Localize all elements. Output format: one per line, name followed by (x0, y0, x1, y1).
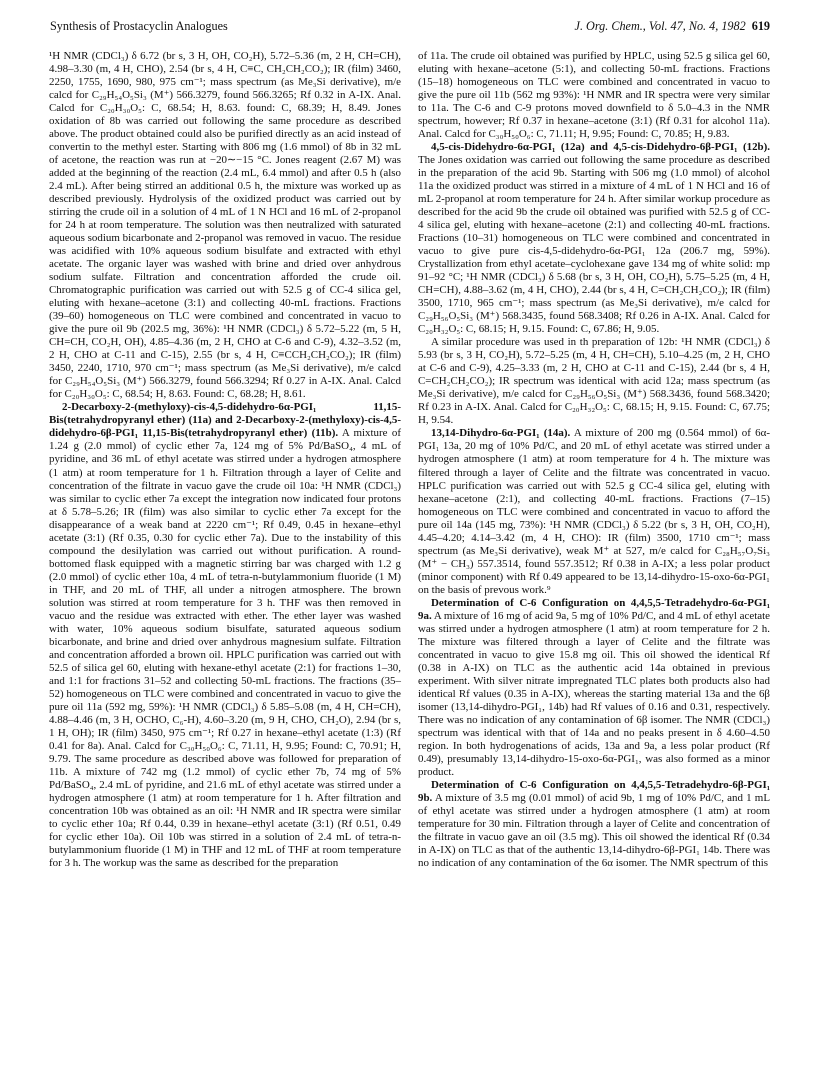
paragraph-1: ¹H NMR (CDCl₃) δ 6.72 (br s, 3 H, OH, CO₂H), 5.72–5.36 (m, 2 H, CH=CH), 4.98–3.30 (m, 4 H, CHO), 2.54 (br s, 4 H, C≡C, CH₂CH₂CO₂); IR (film) 3460, 2250, 1755, 1690, 980, 975 cm⁻¹; mass spectrum (as Me₃Si derivative), m/e calcd for C₂₉H₅₄O₅Si₃ (M⁺) 566.3279, found 566.3265; Rf 0.32 in A-IX. Anal. Calcd for C₂₀H₃₀O₅: C, 68.54; H, 8.63. found: C, 68.39; H, 8.49. Jones oxidation of 8b was carried out following the same procedure as described above. The product obtained could also be purified directly as an acid instead of convertin to the methyl ester. Starting with 806 mg (1.6 mmol) of 8b in 32 mL of acetone, the reaction was run at −20∼−15 °C. Jones reagent (2.67 M) was added at the beginning of the reaction (2.4 mL, 6.4 mmol) and after 0.5 h (also 2.4 mL). After being stirred an additional 0.5 h, the mixture was worked up as described previously. Hydrolysis of the oxidized product was carried out by stirring the crude oil in a solution of 4 mL of 1 N HCl and 16 mL of 2-propanol for 24 h at room temperature. The solution was then neutralized with saturated aqueous sodium bicarbonate and 2-propanol was removed in vacuo. The residue was acidified with 10% aqueous sodium bisulfate and extracted with ethyl acetate. The organic layer was washed with brine and dried over anhydrous sodium sulfate. Filtration and concentration afforded the crude oil. Chromatographic purification was carried out with 52.5 g of CC-4 silica gel, eluting with hexane–acetone (3:1) and collecting 40-mL fractions. Fractions (39–60) homogeneous on TLC were combined and concentrated in vacuo to give the pure oil 9b (202.5 mg, 36%): ¹H NMR (CDCl₃) δ 5.72–5.22 (m, 5 H, CH=CH, CO₂H, OH), 4.85–4.36 (m, 2 H, CHO at C-6 and C-9), 4.32–3.52 (m, 2 H, CHO at C-11 and C-15), 2.55 (br s, 4 H, C≡CCH₂CH₂CO₂); IR (film) 3450, 2240, 1710, 970 cm⁻¹; mass spectrum (as Me₃Si derivative), m/e calcd for C₂₉H₅₄O₅Si₃ (M⁺) 566.3279, found 566.3294; Rf 0.27 in A-IX. Anal. Calcd for C₂₀H₃₀O₅: C, 68.54; H, 8.63. Found: C, 68.28; H, 8.61. (49, 50, 401, 401)
journal-name: J. Org. Chem., Vol. 47, No. 4, 1982 (574, 19, 746, 33)
left-column (49, 50, 401, 870)
section-heading-11a-11b: 2-Decarboxy-2-(methyloxy)-cis-4,5-didehydro-6α-PGI₁ 11,15-Bis(tetrahydropyranyl ether) (11a) and 2-Decarboxy-2-(methyloxy)-cis-4,5-didehydro-6β-PGI₁ 11,15-Bis(tetrahydropyranyl ether) (11b). (49, 401, 401, 440)
section-body-c6-9b: A mixture of 3.5 mg (0.01 mmol) of acid 9b, 1 mg of 10% Pd/C, and 1 mL of ethyl acetate was stirred under a hydrogen atmosphere (1 atm) at room temperature for 30 min. Filtration through a layer of Celite and concentration of the filtrate in vacuo gave an oil (3.5 mg). This oil showed the identical Rf (0.34 in A-IX) on TLC as that of the authentic 13,14-dihydro-6β-PGI₁ 14b. There was no indication of any contamination of the 6α isomer. The NMR spectrum of this (418, 791, 770, 869)
section-heading-12a-12b: 4,5-cis-Didehydro-6α-PGI₁ (12a) and 4,5-cis-Didehydro-6β-PGI₁ (12b). (431, 141, 770, 154)
paragraph-14a (418, 427, 770, 596)
section-heading-14a: 13,14-Dihydro-6α-PGI₁ (14a). (431, 427, 571, 440)
page-number: 619 (751, 19, 770, 33)
paragraph-c6-9a (418, 597, 770, 779)
section-heading-c6-9a: Determination of C-6 Configuration on 4,4,5,5-Tetradehydro-6α-PGI₁ 9a. (418, 596, 770, 622)
section-body-12a-12b: The Jones oxidation was carried out following the same procedure as described in the preparation of the acid 9b. Starting with 506 mg (1.0 mmol) of alcohol 11a the oxidized product was stirred in a mixture of 4 mL of 1 N HCl and 16 of mL 2-propanol at room temperature for 24 h. After similar workup procedure as described for the acid 9b the crude oil obtained was purified with 52.5 g of CC-4 silica gel, eluting with hexane–acetone (2:1) and collecting 40-mL fractions. Fractions (10–31) homogeneous on TLC were combined and concentrated in vacuo to give pure cis-4,5-didehydro-6α-PGI₁ 12a (206.7 mg, 59%). Crystallization from ethyl acetate–cyclohexane gave 134 mg of white solid: mp 91–92 °C; ¹H NMR (CDCl₃) δ 5.68 (br s, 3 H, OH, CO₂H), 5.75–5.25 (m, 4 H, CH=CH), 4.88–3.62 (m, 4 H, CHO), 2.44 (br s, 4 H, C=CH₂CH₂CO₂); IR (film) 3500, 1710, 965 cm⁻¹; mass spectrum (as Me₃Si derivative), m/e calcd for C₂₉H₅₆O₅Si₃ (M⁺) 568.3435, found 568.3408; Rf 0.26 in A-IX. Anal. Calcd for C₂₀H₃₂O₅: C, 68.15; H, 9.15. Found: C, 67.86; H, 9.05. (418, 154, 770, 336)
paragraph-11a-11b (49, 401, 401, 870)
section-body-c6-9a: A mixture of 16 mg of acid 9a, 5 mg of 10% Pd/C, and 4 mL of ethyl acetate was stirred under a hydrogen atmosphere (1 atm) at room temperature for 2 h. The mixture was filtered through a layer of Celite and the filtrate was concentrated in vacuo to give 15.8 mg oil. This oil showed the identical Rf (0.38 in A-IX) on TLC as the authentic acid 14a obtained in previous experiment. With silver nitrate impregnated TLC plates both products also had identical Rf values (0.35 in A-IX), whereas the starting material 13a and the 6β isomer (13,14-dihydro-PGI₁, 14b) had Rf values of 0.16 and 0.31, respectively. There was no indication of any contamination of 6β isomer. The NMR (CDCl₃) spectrum was identical with that of 14a and no peaks present in δ 4.60–4.50 region. In both hydrogenations of acids, 13a and 9a, a less polar product (Rf 0.49), presumably 13,14-dihydro-15-oxo-6α-PGI₁, was also formed as a minor product. (418, 609, 770, 778)
paragraph-12a-12b (418, 141, 770, 336)
section-body-11a-11b: A mixture of 1.24 g (2.0 mmol) of cyclic ether 7a, 124 mg of 5% Pd/BaSO₄, 4 mL of pyridine, and 36 mL of ethyl acetate was stirred under a hydrogen atmosphere (1 atm) at room temperature for 1 h. Filtration through a layer of Celite and concentration of the filtrate in vacuo gave the crude oil 10a: ¹H NMR (CDCl₃) was similar to cyclic ether 7a except the integration now indicated four protons at δ 5.78–5.26; IR (film) was also similar to cyclic ether 7a except for the disappearance of a weak band at 2220 cm⁻¹; Rf 0.49, 0.45 in hexane–ethyl acetate (3:1) (Rf 0.35, 0.30 for cyclic ether 7a). Due to the instability of this compound the desilylation was carried out without purification. A round-bottomed flask equipped with a magnetic stirring bar was charged with 1.2 g (2.0 mmol) of cyclic ether 10a, 4 mL of tetra-n-butylammonium fluoride (1 M) in THF, and 20 mL of THF, all under a nitrogen atmosphere. The brown solution was stirred at room temperature for 3 h. THF was then removed in vacuo and the residue was extracted with ether. The ether layer was washed with water, 10% aqueous sodium bisulfate, saturated aqueous sodium bicarbonate, and brine and dried over anhydrous magnesium sulfate. Filtration and concentration afforded a brown oil. HPLC purification was carried out with 52.5 of silica gel 60, eluting with hexane-ethyl acetate (2:1) for fractions 1–30, and 1:1 for fractions 31–52 and collecting 50-mL fractions. The fractions (35–52) homogeneous on TLC were combined and concentrated in vacuo to give the pure oil 11a (592 mg, 59%): ¹H NMR (CDCl₃) δ 5.85–5.08 (m, 4 H, CH=CH), 4.88–4.46 (m, 3 H, OCHO, C₆-H), 4.60–3.20 (m, 9 H, CHO, CH₂O), 2.94 (br s, 1 H, OH); IR (film) 3450, 975 cm⁻¹; Rf 0.27 in hexane–ethyl acetate (1:3) (Rf 0.41 for 8a). Anal. Calcd for C₃₀H₅₀O₆: C, 71.11, H, 9.95; Found: C, 70.91; H, 9.79. The same procedure as described above was followed for preparation of 11b. A mixture of 742 mg (1.2 mmol) of cyclic ether 7b, 74 mg of 5% Pd/BaSO₄, 2.4 mL of pyridine, and 21.6 mL of ethyl acetate was stirred under a hydrogen atmosphere (1 atm) at room temperature for 1 h. After filtration and concentration 10b was obtained as an oil: ¹H NMR and IR spectra were similar to cyclic ether 10a; Rf 0.44, 0.39 in hexane–ethyl acetate (3:1) (Rf 0.51, 0.49 for cyclic ether 10a). Oil 10b was stirred in a solution of 2.4 mL of tetra-n-butylammonium fluoride (1 M) in THF and 12 mL of THF at room temperature for 3 h. The workup was the same as described for the preparation (49, 427, 402, 869)
running-title: Synthesis of Prostacyclin Analogues (50, 19, 228, 33)
paragraph-12b: A similar procedure was used in th preparation of 12b: ¹H NMR (CDCl₃) δ 5.93 (br s, 3 H, CO₂H), 5.72–5.25 (m, 4 H, CH=CH), 5.10–4.25 (m, 2 H, CHO at C-6 and C-9), 4.25–3.33 (m, 2 H, CHO at C-11 and C-15), 2.44 (br s, 4 H, C=CH₂CH₂CO₂); IR spectrum was identical with acid 12a; mass spectrum (as Me₃Si derivative), m/e calcd for C₂₉H₅₆O₅Si₃ (M⁺) 568.3436, found 568.3420; Rf 0.23 in A-IX. Anal. Calcd for C₂₀H₃₂O₅: C, 68.15; H, 9.15. Found: C, 67.75; H, 9.54. (418, 336, 770, 427)
section-heading-c6-9b: Determination of C-6 Configuration on 4,4,5,5-Tetradehydro-6β-PGI₁ 9b. (418, 778, 770, 804)
right-column (418, 50, 770, 870)
journal-citation (575, 19, 770, 33)
paragraph-c6-9b (418, 779, 770, 870)
paragraph-continued-11b: of 11a. The crude oil obtained was purified by HPLC, using 52.5 g silica gel 60, eluting with hexane–acetone (5:1), and collecting 50-mL fractions. Fractions (15–18) homogeneous on TLC were combined and concentrated in vacuo to give the pure oil 11b (562 mg 93%): ¹H NMR and IR spectra were very similar to 11a. The C-6 and C-9 protons moved downfield to δ 5.0–4.3 in the NMR spectrum, however; Rf 0.37 in hexane–acetone (3:1) (Rf 0.31 for alcohol 11a). Anal. Calcd for C₃₀H₅₀O₆: C, 71.11; H, 9.95; Found: C, 70.85; H, 9.83. (418, 50, 770, 141)
section-body-14a: A mixture of 200 mg (0.564 mmol) of 6α-PGI₁ 13a, 20 mg of 10% Pd/C, and 20 mL of ethyl acetate was stirred under a hydrogen atmosphere (1 atm) at room temperature for 4 h. The mixture was filtered through a layer of Celite and the filtrate was concentrated in vacuo. HPLC purification was carried out with 52.5 g CC-4 silica gel, eluting with hexane–acetone (2:1), and collecting 40-mL fractions. Fractions (7–15) homogeneous on TLC were combined and concentrated in vacuo to afford the pure oil 14a (145 mg, 73%): ¹H NMR (CDCl₃) δ 5.22 (br s, 3 H, OH, CO₂H), 4.45–4.20; 4.14–3.42 (m, 4 H, CHO): IR (film) 3500, 1710 cm⁻¹; mass spectrum (as Me₃Si derivative), weak M⁺ at 527, m/e calcd for C₂₈H₅₇O₇Si₃ (M⁺ − CH₃) 557.3514, found 557.3512; Rf 0.38 in A-IX; a less polar product (minor component) with Rf 0.49 appeared to be 13,14-dihydro-15-oxo-6α-PGI₁ on the basis of prevous work.⁹ (418, 427, 770, 596)
